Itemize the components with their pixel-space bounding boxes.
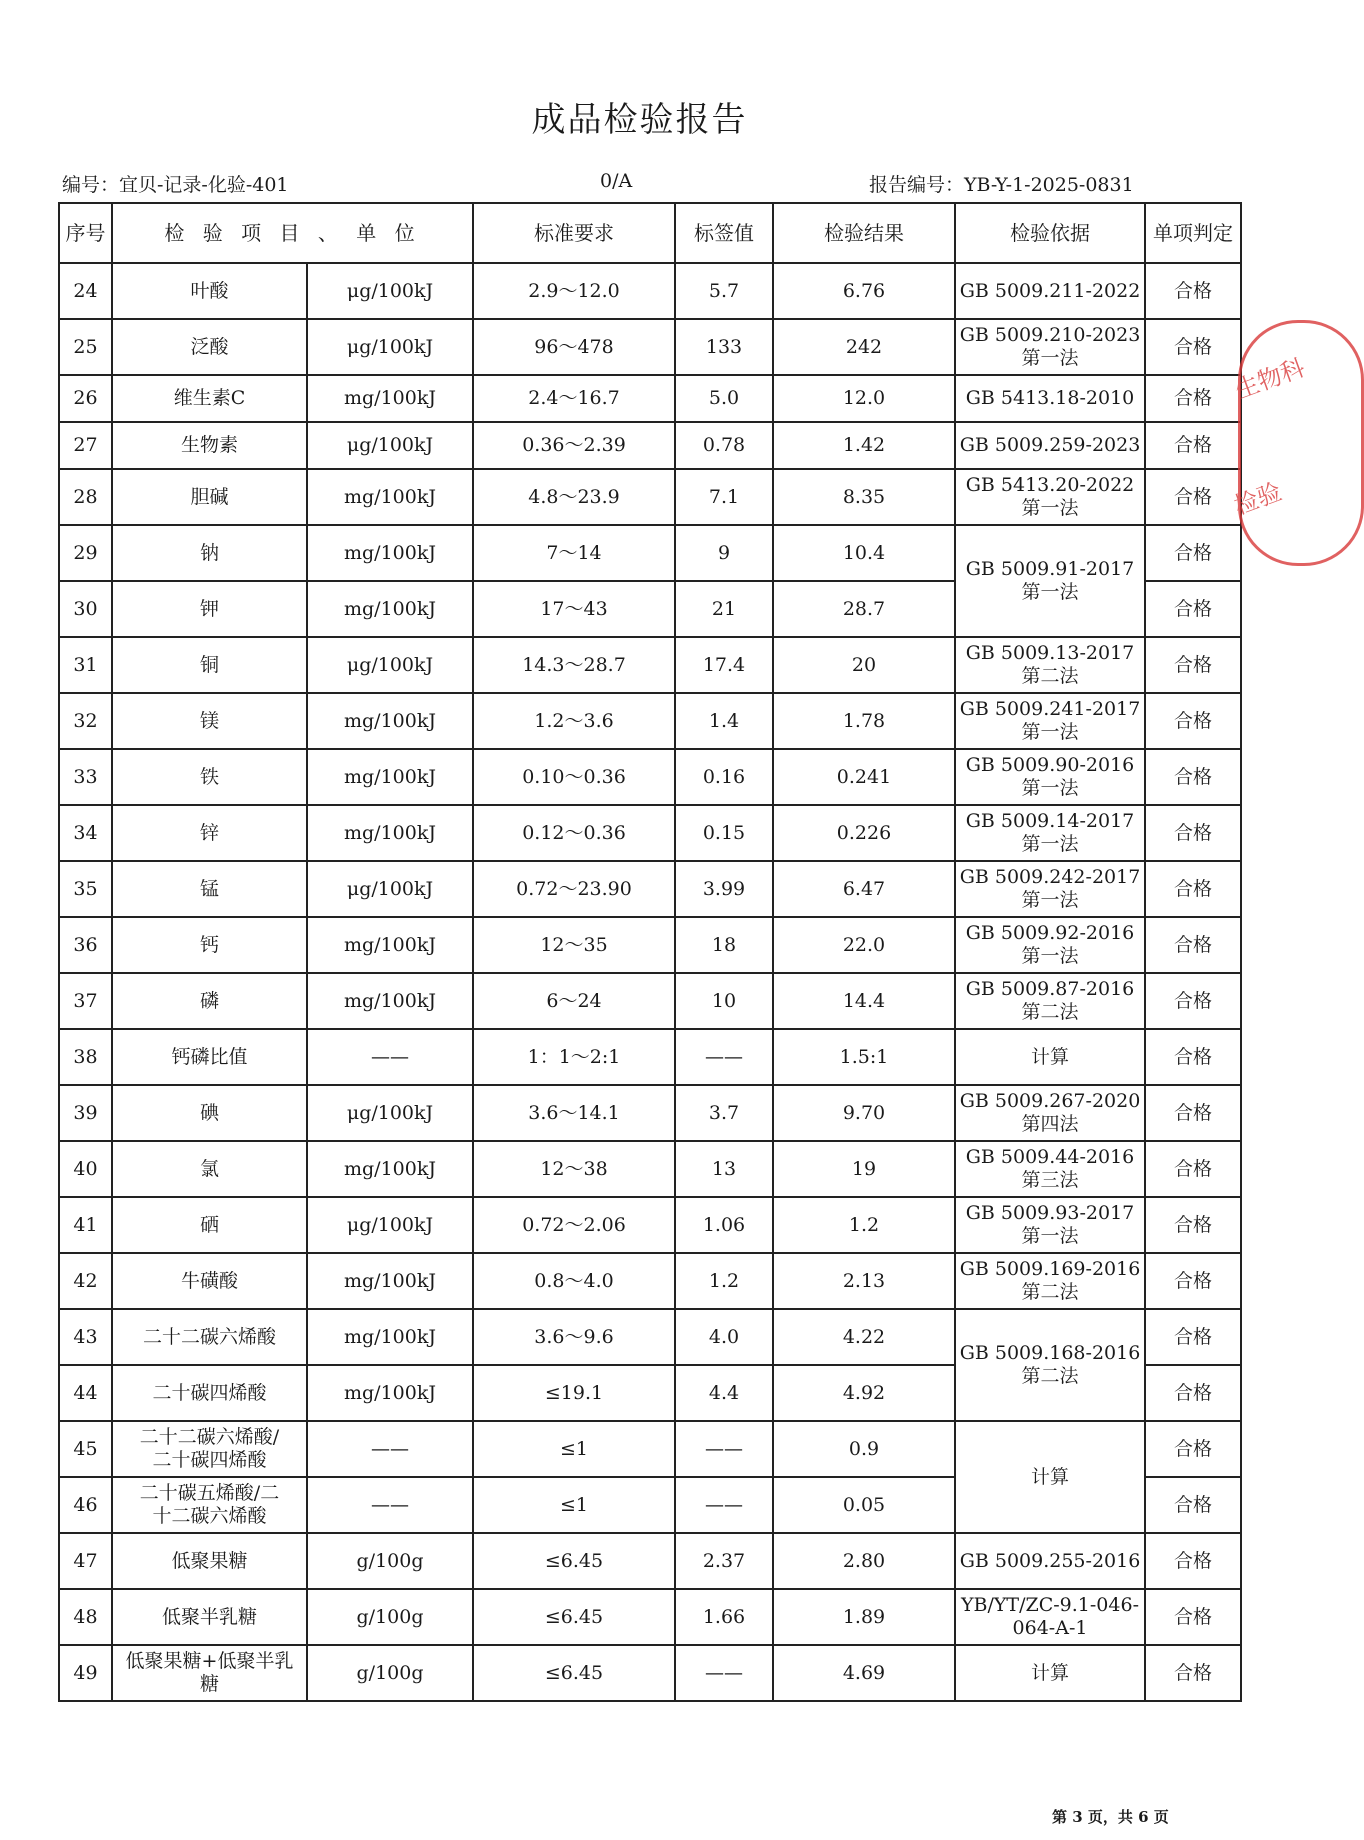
cell-result: 22.0 (773, 917, 955, 973)
cell-result: 4.69 (773, 1645, 955, 1701)
table-row (59, 637, 1241, 693)
cell-result: 6.47 (773, 861, 955, 917)
cell-verdict: 合格 (1145, 693, 1241, 749)
cell-result: 242 (773, 319, 955, 375)
cell-verdict: 合格 (1145, 917, 1241, 973)
cell-method: GB 5009.92-2016 第一法 (955, 917, 1145, 973)
cell-no: 43 (59, 1309, 112, 1365)
cell-label: 4.0 (675, 1309, 773, 1365)
cell-verdict: 合格 (1145, 469, 1241, 525)
cell-unit: mg/100kJ (307, 1253, 473, 1309)
cell-verdict: 合格 (1145, 861, 1241, 917)
cell-item: 碘 (112, 1085, 307, 1141)
cell-result: 19 (773, 1141, 955, 1197)
cell-method: YB/YT/ZC-9.1-046- 064-A-1 (955, 1589, 1145, 1645)
cell-item: 叶酸 (112, 263, 307, 319)
cell-label: 2.37 (675, 1533, 773, 1589)
cell-item: 钠 (112, 525, 307, 581)
cell-label: 1.4 (675, 693, 773, 749)
cell-label: 10 (675, 973, 773, 1029)
cell-result: 4.92 (773, 1365, 955, 1421)
cell-result: 2.13 (773, 1253, 955, 1309)
cell-standard: 0.8～4.0 (473, 1253, 675, 1309)
cell-standard: ≤1 (473, 1477, 675, 1533)
cell-standard: 12～38 (473, 1141, 675, 1197)
cell-standard: 0.36～2.39 (473, 422, 675, 469)
cell-unit: mg/100kJ (307, 375, 473, 422)
cell-unit: mg/100kJ (307, 469, 473, 525)
cell-no: 41 (59, 1197, 112, 1253)
cell-method: GB 5009.267-2020 第四法 (955, 1085, 1145, 1141)
cell-verdict: 合格 (1145, 1477, 1241, 1533)
cell-verdict: 合格 (1145, 1085, 1241, 1141)
cell-method: GB 5009.259-2023 (955, 422, 1145, 469)
cell-label: 0.15 (675, 805, 773, 861)
cell-no: 36 (59, 917, 112, 973)
cell-verdict: 合格 (1145, 749, 1241, 805)
cell-method: GB 5009.210-2023 第一法 (955, 319, 1145, 375)
cell-item: 低聚果糖+低聚半乳 糖 (112, 1645, 307, 1701)
cell-no: 45 (59, 1421, 112, 1477)
cell-standard: 96～478 (473, 319, 675, 375)
header-verdict: 单项判定 (1145, 203, 1241, 263)
cell-method: GB 5009.44-2016 第三法 (955, 1141, 1145, 1197)
cell-no: 34 (59, 805, 112, 861)
cell-label: 7.1 (675, 469, 773, 525)
cell-verdict: 合格 (1145, 637, 1241, 693)
cell-method: GB 5009.93-2017 第一法 (955, 1197, 1145, 1253)
cell-item: 氯 (112, 1141, 307, 1197)
cell-standard: ≤6.45 (473, 1533, 675, 1589)
cell-verdict: 合格 (1145, 1029, 1241, 1085)
cell-result: 28.7 (773, 581, 955, 637)
cell-method: GB 5009.169-2016 第二法 (955, 1253, 1145, 1309)
cell-unit: mg/100kJ (307, 749, 473, 805)
table-row (59, 1421, 1241, 1477)
stamp-text-bottom: 检验 (1230, 477, 1286, 521)
cell-result: 6.76 (773, 263, 955, 319)
cell-label: 5.0 (675, 375, 773, 422)
cell-verdict: 合格 (1145, 1589, 1241, 1645)
cell-item: 胆碱 (112, 469, 307, 525)
cell-unit: g/100g (307, 1589, 473, 1645)
stamp-text-top: 生物科 (1231, 353, 1309, 405)
cell-method: 计算 (955, 1421, 1145, 1533)
header-label: 标签值 (675, 203, 773, 263)
cell-item: 锌 (112, 805, 307, 861)
table-row (59, 749, 1241, 805)
report-title: 成品检验报告 (531, 100, 748, 140)
cell-label: 1.2 (675, 1253, 773, 1309)
table-row (59, 469, 1241, 525)
cell-method: GB 5009.211-2022 (955, 263, 1145, 319)
cell-verdict: 合格 (1145, 1365, 1241, 1421)
cell-standard: 14.3～28.7 (473, 637, 675, 693)
cell-method: GB 5009.87-2016 第二法 (955, 973, 1145, 1029)
cell-no: 49 (59, 1645, 112, 1701)
cell-label: —— (675, 1645, 773, 1701)
cell-no: 44 (59, 1365, 112, 1421)
table-row (59, 263, 1241, 319)
cell-no: 40 (59, 1141, 112, 1197)
cell-unit: mg/100kJ (307, 525, 473, 581)
table-row (59, 805, 1241, 861)
cell-standard: ≤1 (473, 1421, 675, 1477)
cell-item: 磷 (112, 973, 307, 1029)
cell-standard: 2.9～12.0 (473, 263, 675, 319)
table-row (59, 973, 1241, 1029)
cell-unit: —— (307, 1029, 473, 1085)
cell-verdict: 合格 (1145, 1645, 1241, 1701)
cell-label: 17.4 (675, 637, 773, 693)
cell-item: 低聚果糖 (112, 1533, 307, 1589)
cell-standard: ≤6.45 (473, 1589, 675, 1645)
cell-method: GB 5009.90-2016 第一法 (955, 749, 1145, 805)
cell-result: 2.80 (773, 1533, 955, 1589)
cell-label: 1.06 (675, 1197, 773, 1253)
cell-standard: 12～35 (473, 917, 675, 973)
cell-verdict: 合格 (1145, 1309, 1241, 1365)
cell-result: 10.4 (773, 525, 955, 581)
cell-standard: 7～14 (473, 525, 675, 581)
table-row (59, 375, 1241, 422)
cell-label: 0.78 (675, 422, 773, 469)
cell-no: 42 (59, 1253, 112, 1309)
cell-label: 5.7 (675, 263, 773, 319)
cell-method: GB 5009.255-2016 (955, 1533, 1145, 1589)
cell-result: 0.05 (773, 1477, 955, 1533)
cell-verdict: 合格 (1145, 1253, 1241, 1309)
cell-result: 1.42 (773, 422, 955, 469)
table-row (59, 1085, 1241, 1141)
table-body (59, 263, 1241, 1701)
cell-verdict: 合格 (1145, 525, 1241, 581)
cell-label: 3.99 (675, 861, 773, 917)
cell-label: —— (675, 1477, 773, 1533)
cell-label: 13 (675, 1141, 773, 1197)
cell-result: 1.89 (773, 1589, 955, 1645)
cell-label: 0.16 (675, 749, 773, 805)
cell-unit: mg/100kJ (307, 581, 473, 637)
cell-unit: μg/100kJ (307, 861, 473, 917)
table-row (59, 1253, 1241, 1309)
cell-standard: 0.12～0.36 (473, 805, 675, 861)
table-row (59, 1197, 1241, 1253)
cell-item: 低聚半乳糖 (112, 1589, 307, 1645)
cell-result: 1.2 (773, 1197, 955, 1253)
table-row (59, 917, 1241, 973)
cell-verdict: 合格 (1145, 1141, 1241, 1197)
cell-label: 9 (675, 525, 773, 581)
table-row (59, 1645, 1241, 1701)
cell-verdict: 合格 (1145, 319, 1241, 375)
cell-no: 29 (59, 525, 112, 581)
cell-unit: g/100g (307, 1645, 473, 1701)
table-row (59, 1141, 1241, 1197)
cell-standard: 4.8～23.9 (473, 469, 675, 525)
cell-no: 24 (59, 263, 112, 319)
cell-item: 二十二碳六烯酸 (112, 1309, 307, 1365)
cell-unit: mg/100kJ (307, 693, 473, 749)
cell-no: 39 (59, 1085, 112, 1141)
cell-unit: μg/100kJ (307, 637, 473, 693)
page-number: 第 3 页，共 6 页 (1052, 1808, 1169, 1826)
cell-item: 钙磷比值 (112, 1029, 307, 1085)
cell-verdict: 合格 (1145, 263, 1241, 319)
cell-unit: mg/100kJ (307, 917, 473, 973)
cell-unit: μg/100kJ (307, 1085, 473, 1141)
table-row (59, 861, 1241, 917)
cell-result: 9.70 (773, 1085, 955, 1141)
cell-label: 3.7 (675, 1085, 773, 1141)
header-method: 检验依据 (955, 203, 1145, 263)
cell-unit: —— (307, 1477, 473, 1533)
cell-no: 31 (59, 637, 112, 693)
cell-label: 21 (675, 581, 773, 637)
cell-unit: mg/100kJ (307, 1365, 473, 1421)
cell-verdict: 合格 (1145, 1533, 1241, 1589)
cell-result: 1.5:1 (773, 1029, 955, 1085)
cell-unit: μg/100kJ (307, 422, 473, 469)
cell-verdict: 合格 (1145, 1421, 1241, 1477)
inspection-table (58, 202, 1242, 1702)
cell-result: 0.226 (773, 805, 955, 861)
cell-method: 计算 (955, 1645, 1145, 1701)
cell-result: 12.0 (773, 375, 955, 422)
red-stamp (1230, 320, 1364, 566)
table-row (59, 1029, 1241, 1085)
cell-no: 47 (59, 1533, 112, 1589)
header-standard: 标准要求 (473, 203, 675, 263)
cell-item: 铜 (112, 637, 307, 693)
cell-method: 计算 (955, 1029, 1145, 1085)
table-row (59, 319, 1241, 375)
table-row (59, 422, 1241, 469)
cell-unit: mg/100kJ (307, 805, 473, 861)
cell-standard: 0.72～23.90 (473, 861, 675, 917)
cell-standard: ≤19.1 (473, 1365, 675, 1421)
table-row (59, 1589, 1241, 1645)
cell-unit: μg/100kJ (307, 263, 473, 319)
table-row (59, 525, 1241, 581)
cell-item: 牛磺酸 (112, 1253, 307, 1309)
header-no: 序号 (59, 203, 112, 263)
cell-no: 32 (59, 693, 112, 749)
cell-unit: mg/100kJ (307, 1141, 473, 1197)
cell-result: 4.22 (773, 1309, 955, 1365)
cell-no: 37 (59, 973, 112, 1029)
cell-method: GB 5413.20-2022 第一法 (955, 469, 1145, 525)
table-row (59, 1309, 1241, 1365)
cell-no: 46 (59, 1477, 112, 1533)
cell-item: 二十碳四烯酸 (112, 1365, 307, 1421)
document-version: 0/A (600, 170, 633, 192)
cell-item: 二十碳五烯酸/二 十二碳六烯酸 (112, 1477, 307, 1533)
cell-method: GB 5009.241-2017 第一法 (955, 693, 1145, 749)
cell-item: 泛酸 (112, 319, 307, 375)
cell-item: 钾 (112, 581, 307, 637)
cell-no: 38 (59, 1029, 112, 1085)
cell-standard: 6～24 (473, 973, 675, 1029)
cell-verdict: 合格 (1145, 422, 1241, 469)
cell-standard: 0.72～2.06 (473, 1197, 675, 1253)
cell-result: 1.78 (773, 693, 955, 749)
cell-standard: 17～43 (473, 581, 675, 637)
cell-unit: —— (307, 1421, 473, 1477)
cell-verdict: 合格 (1145, 581, 1241, 637)
cell-no: 33 (59, 749, 112, 805)
cell-item: 二十二碳六烯酸/ 二十碳四烯酸 (112, 1421, 307, 1477)
cell-label: 133 (675, 319, 773, 375)
cell-no: 30 (59, 581, 112, 637)
cell-verdict: 合格 (1145, 375, 1241, 422)
cell-item: 铁 (112, 749, 307, 805)
cell-method: GB 5009.91-2017 第一法 (955, 525, 1145, 637)
cell-standard: ≤6.45 (473, 1645, 675, 1701)
cell-unit: μg/100kJ (307, 1197, 473, 1253)
cell-item: 镁 (112, 693, 307, 749)
cell-unit: μg/100kJ (307, 319, 473, 375)
cell-result: 0.241 (773, 749, 955, 805)
cell-standard: 3.6～9.6 (473, 1309, 675, 1365)
cell-no: 25 (59, 319, 112, 375)
table-row (59, 693, 1241, 749)
cell-item: 钙 (112, 917, 307, 973)
cell-standard: 0.10～0.36 (473, 749, 675, 805)
cell-result: 8.35 (773, 469, 955, 525)
cell-no: 28 (59, 469, 112, 525)
cell-label: 4.4 (675, 1365, 773, 1421)
cell-method: GB 5009.13-2017 第二法 (955, 637, 1145, 693)
cell-method: GB 5009.168-2016 第二法 (955, 1309, 1145, 1421)
table-row (59, 1533, 1241, 1589)
cell-label: 1.66 (675, 1589, 773, 1645)
header-item-unit: 检 验 项 目 、 单 位 (112, 203, 473, 263)
cell-no: 48 (59, 1589, 112, 1645)
cell-verdict: 合格 (1145, 805, 1241, 861)
cell-standard: 1.2～3.6 (473, 693, 675, 749)
cell-item: 维生素C (112, 375, 307, 422)
cell-label: —— (675, 1029, 773, 1085)
document-number: 编号：宜贝-记录-化验-401 (62, 174, 289, 196)
cell-result: 14.4 (773, 973, 955, 1029)
cell-no: 35 (59, 861, 112, 917)
cell-unit: mg/100kJ (307, 1309, 473, 1365)
cell-result: 20 (773, 637, 955, 693)
cell-result: 0.9 (773, 1421, 955, 1477)
cell-verdict: 合格 (1145, 973, 1241, 1029)
cell-label: —— (675, 1421, 773, 1477)
cell-item: 生物素 (112, 422, 307, 469)
cell-standard: 3.6～14.1 (473, 1085, 675, 1141)
cell-no: 27 (59, 422, 112, 469)
cell-method: GB 5009.242-2017 第一法 (955, 861, 1145, 917)
cell-method: GB 5009.14-2017 第一法 (955, 805, 1145, 861)
cell-no: 26 (59, 375, 112, 422)
header-result: 检验结果 (773, 203, 955, 263)
cell-item: 锰 (112, 861, 307, 917)
cell-verdict: 合格 (1145, 1197, 1241, 1253)
cell-standard: 2.4～16.7 (473, 375, 675, 422)
table-header-row (59, 203, 1241, 263)
cell-unit: mg/100kJ (307, 973, 473, 1029)
cell-item: 硒 (112, 1197, 307, 1253)
report-number: 报告编号：YB-Y-1-2025-0831 (869, 174, 1134, 196)
cell-unit: g/100g (307, 1533, 473, 1589)
cell-standard: 1：1～2:1 (473, 1029, 675, 1085)
cell-label: 18 (675, 917, 773, 973)
cell-method: GB 5413.18-2010 (955, 375, 1145, 422)
